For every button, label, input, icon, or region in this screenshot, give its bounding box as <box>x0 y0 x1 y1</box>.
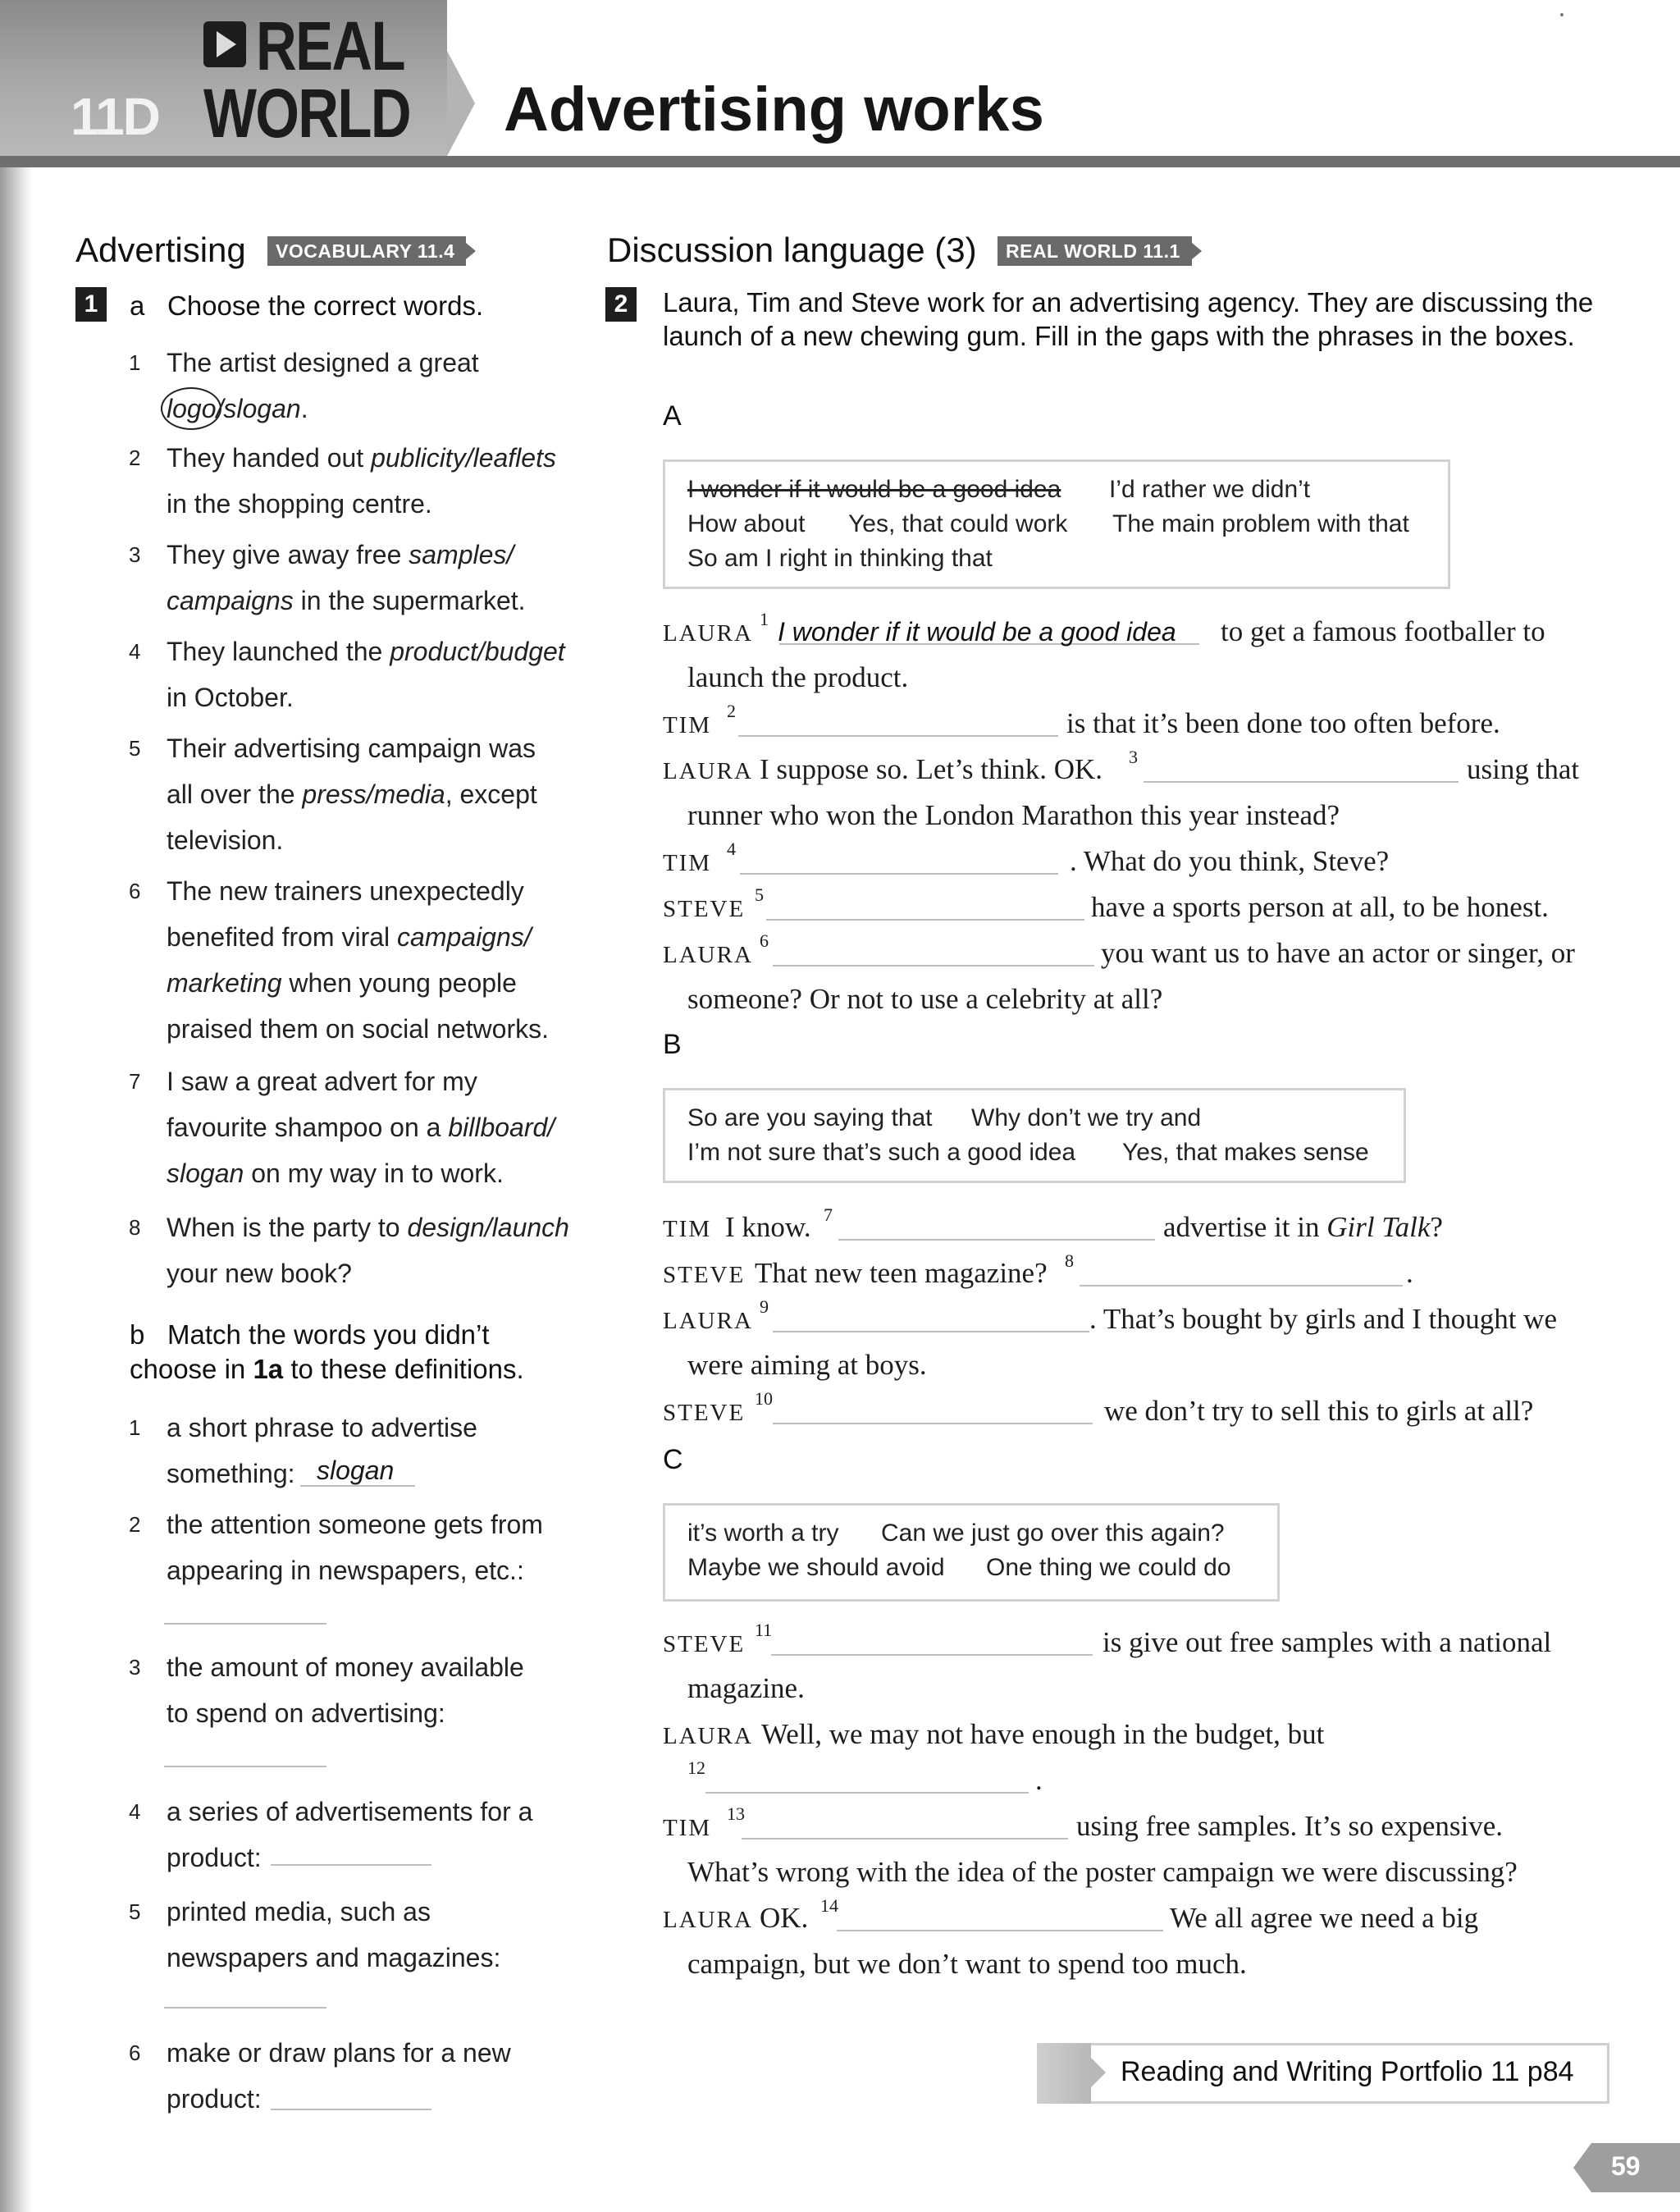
gap-number: 11 <box>755 1620 773 1640</box>
part-a-instruction: Choose the correct words. <box>167 290 484 321</box>
dialogue-text: That new teen magazine? <box>755 1257 1048 1289</box>
dialogue-text: using free samples. It’s so expensive. <box>1076 1810 1504 1842</box>
dialogue-continuation: campaign, but we don’t want to spend too much. <box>687 1948 1247 1980</box>
dialogue-text: we don’t try to sell this to girls at all? <box>1104 1395 1534 1427</box>
section-label-a: A <box>663 400 682 432</box>
item-line: in October. <box>167 683 294 712</box>
item-number: 4 <box>129 639 141 664</box>
definition-line: to spend on advertising: <box>167 1698 445 1728</box>
item-number: 3 <box>129 542 141 567</box>
part-b-instruction-line2: choose in 1a to these definitions. <box>130 1354 524 1384</box>
answer-blank <box>164 2007 326 2009</box>
gap-number: 6 <box>760 930 769 951</box>
phrase: I’d rather we didn’t <box>1109 476 1311 503</box>
definition-number: 4 <box>129 1799 141 1824</box>
definition-answer: slogan <box>317 1456 395 1485</box>
definition-line: make or draw plans for a new <box>167 2038 511 2068</box>
gap-number: 5 <box>755 884 764 905</box>
item-line: your new book? <box>167 1259 352 1288</box>
gap-number: 12 <box>687 1757 705 1778</box>
gap-number: 4 <box>727 839 736 859</box>
page-title: Advertising works <box>504 75 1044 144</box>
item-line: all over the press/media, except <box>167 779 537 809</box>
dialogue-text: have a sports person at all, to be honest. <box>1091 891 1549 923</box>
dialogue-continuation: were aiming at boys. <box>687 1349 927 1381</box>
definition-line: a short phrase to advertise <box>167 1413 477 1442</box>
definition-line: product: <box>167 2084 262 2114</box>
gap-blank <box>771 1654 1093 1656</box>
dialogue-text: advertise it in Girl Talk? <box>1163 1211 1443 1243</box>
gap-number: 7 <box>824 1204 833 1225</box>
item-line: praised them on social networks. <box>167 1014 549 1044</box>
gap-number: 2 <box>727 701 736 721</box>
exercise-2-instruction: Laura, Tim and Steve work for an advertising agency. They are discussing the launch of a new chewing gum. Fill in the gaps with the phrases in the boxes. <box>663 287 1594 351</box>
item-line: campaigns in the supermarket. <box>167 586 526 615</box>
speaker-name: TIM <box>663 712 712 738</box>
item-line: I saw a great advert for my <box>167 1067 477 1096</box>
dialogue-text: . <box>1035 1764 1043 1796</box>
dialogue-text: . That’s bought by girls and I thought we <box>1089 1303 1557 1335</box>
gap-number: 13 <box>727 1803 745 1824</box>
gap-number: 1 <box>760 609 769 629</box>
item-number: 7 <box>129 1069 141 1094</box>
exercise-1-number: 1 <box>75 287 107 322</box>
gap-blank <box>742 1838 1068 1840</box>
phrase: Why don’t we try and <box>971 1104 1202 1131</box>
speaker-name: LAURA <box>663 1723 753 1749</box>
item-number: 6 <box>129 879 141 903</box>
gap-number: 10 <box>755 1388 773 1409</box>
dialogue-text: is give out free samples with a national <box>1102 1626 1552 1658</box>
left-edge-shade <box>0 167 33 2212</box>
dialogue-continuation: What’s wrong with the idea of the poster campaign we were discussing? <box>687 1856 1518 1888</box>
gap-number: 9 <box>760 1296 769 1317</box>
answer-blank <box>164 1766 326 1767</box>
definition-number: 3 <box>129 1655 141 1680</box>
dialogue-text: you want us to have an actor or singer, or <box>1101 937 1575 969</box>
gap-blank <box>773 1423 1093 1424</box>
dialogue-continuation: runner who won the London Marathon this year instead? <box>687 799 1340 831</box>
definition-line: something: <box>167 1459 295 1488</box>
dialogue-continuation: magazine. <box>687 1672 805 1704</box>
magazine-title: Girl Talk <box>1326 1211 1431 1243</box>
phrase: Yes, that could work <box>848 510 1068 537</box>
discussion-heading: Discussion language (3) <box>607 231 977 269</box>
section-label-c: C <box>663 1444 683 1475</box>
phrase: Yes, that makes sense <box>1122 1139 1369 1166</box>
item-line: They handed out publicity/leaflets <box>167 443 556 473</box>
item-line: The new trainers unexpectedly <box>167 876 524 906</box>
dialogue-text: OK. <box>760 1902 809 1934</box>
gap-blank <box>1144 781 1459 783</box>
part-a-letter: a <box>130 290 145 321</box>
gap-answer: I wonder if it would be a good idea <box>778 617 1176 647</box>
vocab-tag: VOCABULARY 11.4 <box>267 236 466 266</box>
gap-blank <box>1080 1285 1403 1287</box>
phrase: Maybe we should avoid <box>687 1554 945 1581</box>
phrase: I wonder if it would be a good idea <box>687 476 1061 503</box>
part-b-instruction-line1: Match the words you didn’t <box>167 1319 490 1350</box>
phrase: So are you saying that <box>687 1104 933 1131</box>
phrase: The main problem with that <box>1112 510 1409 537</box>
answer-blank <box>271 1864 431 1866</box>
definition-line: a series of advertisements for a <box>167 1797 533 1826</box>
gap-blank <box>705 1792 1029 1794</box>
phrase-box-c <box>663 1503 1280 1602</box>
dialogue-text: is that it’s been done too often before. <box>1066 707 1500 739</box>
page-number: 59 <box>1611 2151 1641 2181</box>
dialogue-text: Well, we may not have enough in the budget, but <box>761 1718 1325 1750</box>
part-b-letter: b <box>130 1319 145 1350</box>
item-line: benefited from viral campaigns/ <box>167 922 532 952</box>
item-line: slogan on my way in to work. <box>167 1159 504 1188</box>
answer-blank <box>164 1623 326 1625</box>
speaker-name: LAURA <box>663 942 753 968</box>
vocab-heading: Advertising <box>75 231 246 269</box>
speaker-name: STEVE <box>663 1400 746 1426</box>
speaker-name: LAURA <box>663 1308 753 1334</box>
definition-number: 6 <box>129 2041 141 2065</box>
item-line: Their advertising campaign was <box>167 734 536 763</box>
item-line: logo/slogan. <box>167 394 308 423</box>
speaker-name: TIM <box>663 850 712 876</box>
section-label-b: B <box>663 1029 682 1060</box>
item-number: 5 <box>129 736 141 761</box>
dialogue-text: . <box>1406 1257 1413 1289</box>
gap-blank <box>738 735 1058 737</box>
item-line: When is the party to design/launch <box>167 1213 569 1242</box>
speaker-name: LAURA <box>663 620 753 647</box>
speaker-name: LAURA <box>663 758 753 784</box>
item-number: 1 <box>129 350 141 375</box>
speaker-name: TIM <box>663 1216 712 1242</box>
gap-blank <box>740 873 1058 875</box>
answer-blank <box>300 1485 415 1487</box>
phrase: One thing we could do <box>986 1554 1231 1581</box>
item-number: 2 <box>129 446 141 470</box>
gap-blank <box>838 1239 1155 1241</box>
speaker-name: STEVE <box>663 1262 746 1288</box>
speaker-name: TIM <box>663 1815 712 1841</box>
play-icon <box>203 21 246 67</box>
phrase: it’s worth a try <box>687 1520 839 1547</box>
item-number: 8 <box>129 1215 141 1240</box>
phrase: How about <box>687 510 806 537</box>
speaker-name: STEVE <box>663 1631 746 1657</box>
speaker-name: STEVE <box>663 896 746 922</box>
item-line: The artist designed a great <box>167 348 479 377</box>
gap-number: 8 <box>1065 1250 1074 1271</box>
gap-blank <box>773 1331 1089 1332</box>
dialogue-text: . What do you think, Steve? <box>1070 845 1390 877</box>
gap-blank <box>837 1930 1163 1931</box>
definition-number: 5 <box>129 1899 141 1924</box>
definition-line: the attention someone gets from <box>167 1510 543 1539</box>
exercise-2-number: 2 <box>605 287 637 322</box>
corner-mark <box>1560 13 1564 16</box>
definition-number: 2 <box>129 1512 141 1537</box>
definition-line: product: <box>167 1843 262 1872</box>
gap-number: 14 <box>820 1895 838 1916</box>
gap-blank <box>773 965 1094 967</box>
phrase: So am I right in thinking that <box>687 545 993 572</box>
phrase: Can we just go over this again? <box>881 1520 1225 1547</box>
item-line: favourite shampoo on a billboard/ <box>167 1113 555 1142</box>
definition-line: appearing in newspapers, etc.: <box>167 1556 524 1585</box>
brand-world: WORLD <box>203 75 410 152</box>
answer-blank <box>271 2109 431 2110</box>
dialogue-continuation: someone? Or not to use a celebrity at all? <box>687 983 1163 1015</box>
dialogue-text: I suppose so. Let’s think. OK. <box>760 753 1103 785</box>
item-line: They launched the product/budget <box>167 637 565 666</box>
definition-line: newspapers and magazines: <box>167 1943 501 1972</box>
dialogue-text: I know. <box>725 1211 811 1243</box>
item-line: television. <box>167 825 284 855</box>
brand-real: REAL <box>256 7 404 85</box>
header-rule <box>0 156 1680 167</box>
dialogue-continuation: launch the product. <box>687 661 909 693</box>
dialogue-text: using that <box>1467 753 1580 785</box>
definition-line: printed media, such as <box>167 1897 431 1926</box>
speaker-name: LAURA <box>663 1907 753 1933</box>
item-line: marketing when young people <box>167 968 517 998</box>
dialogue-text: We all agree we need a big <box>1170 1902 1479 1934</box>
banner-arrow <box>447 51 475 156</box>
portfolio-reference: Reading and Writing Portfolio 11 p84 <box>1121 2056 1574 2087</box>
discussion-tag: REAL WORLD 11.1 <box>998 236 1192 266</box>
definition-number: 1 <box>129 1415 141 1440</box>
item-line: in the shopping centre. <box>167 489 432 519</box>
gap-number: 3 <box>1129 747 1138 767</box>
unit-number: 11D <box>71 87 159 146</box>
gap-blank <box>766 919 1084 921</box>
definition-line: the amount of money available <box>167 1652 524 1682</box>
phrase: I’m not sure that’s such a good idea <box>687 1139 1076 1166</box>
dialogue-text: to get a famous footballer to <box>1221 615 1545 647</box>
exercise-ref: 1a <box>253 1354 284 1384</box>
answer-circle <box>161 387 221 430</box>
portfolio-arrow <box>1037 2043 1091 2104</box>
phrase-box-b <box>663 1088 1406 1183</box>
item-line: They give away free samples/ <box>167 540 514 569</box>
